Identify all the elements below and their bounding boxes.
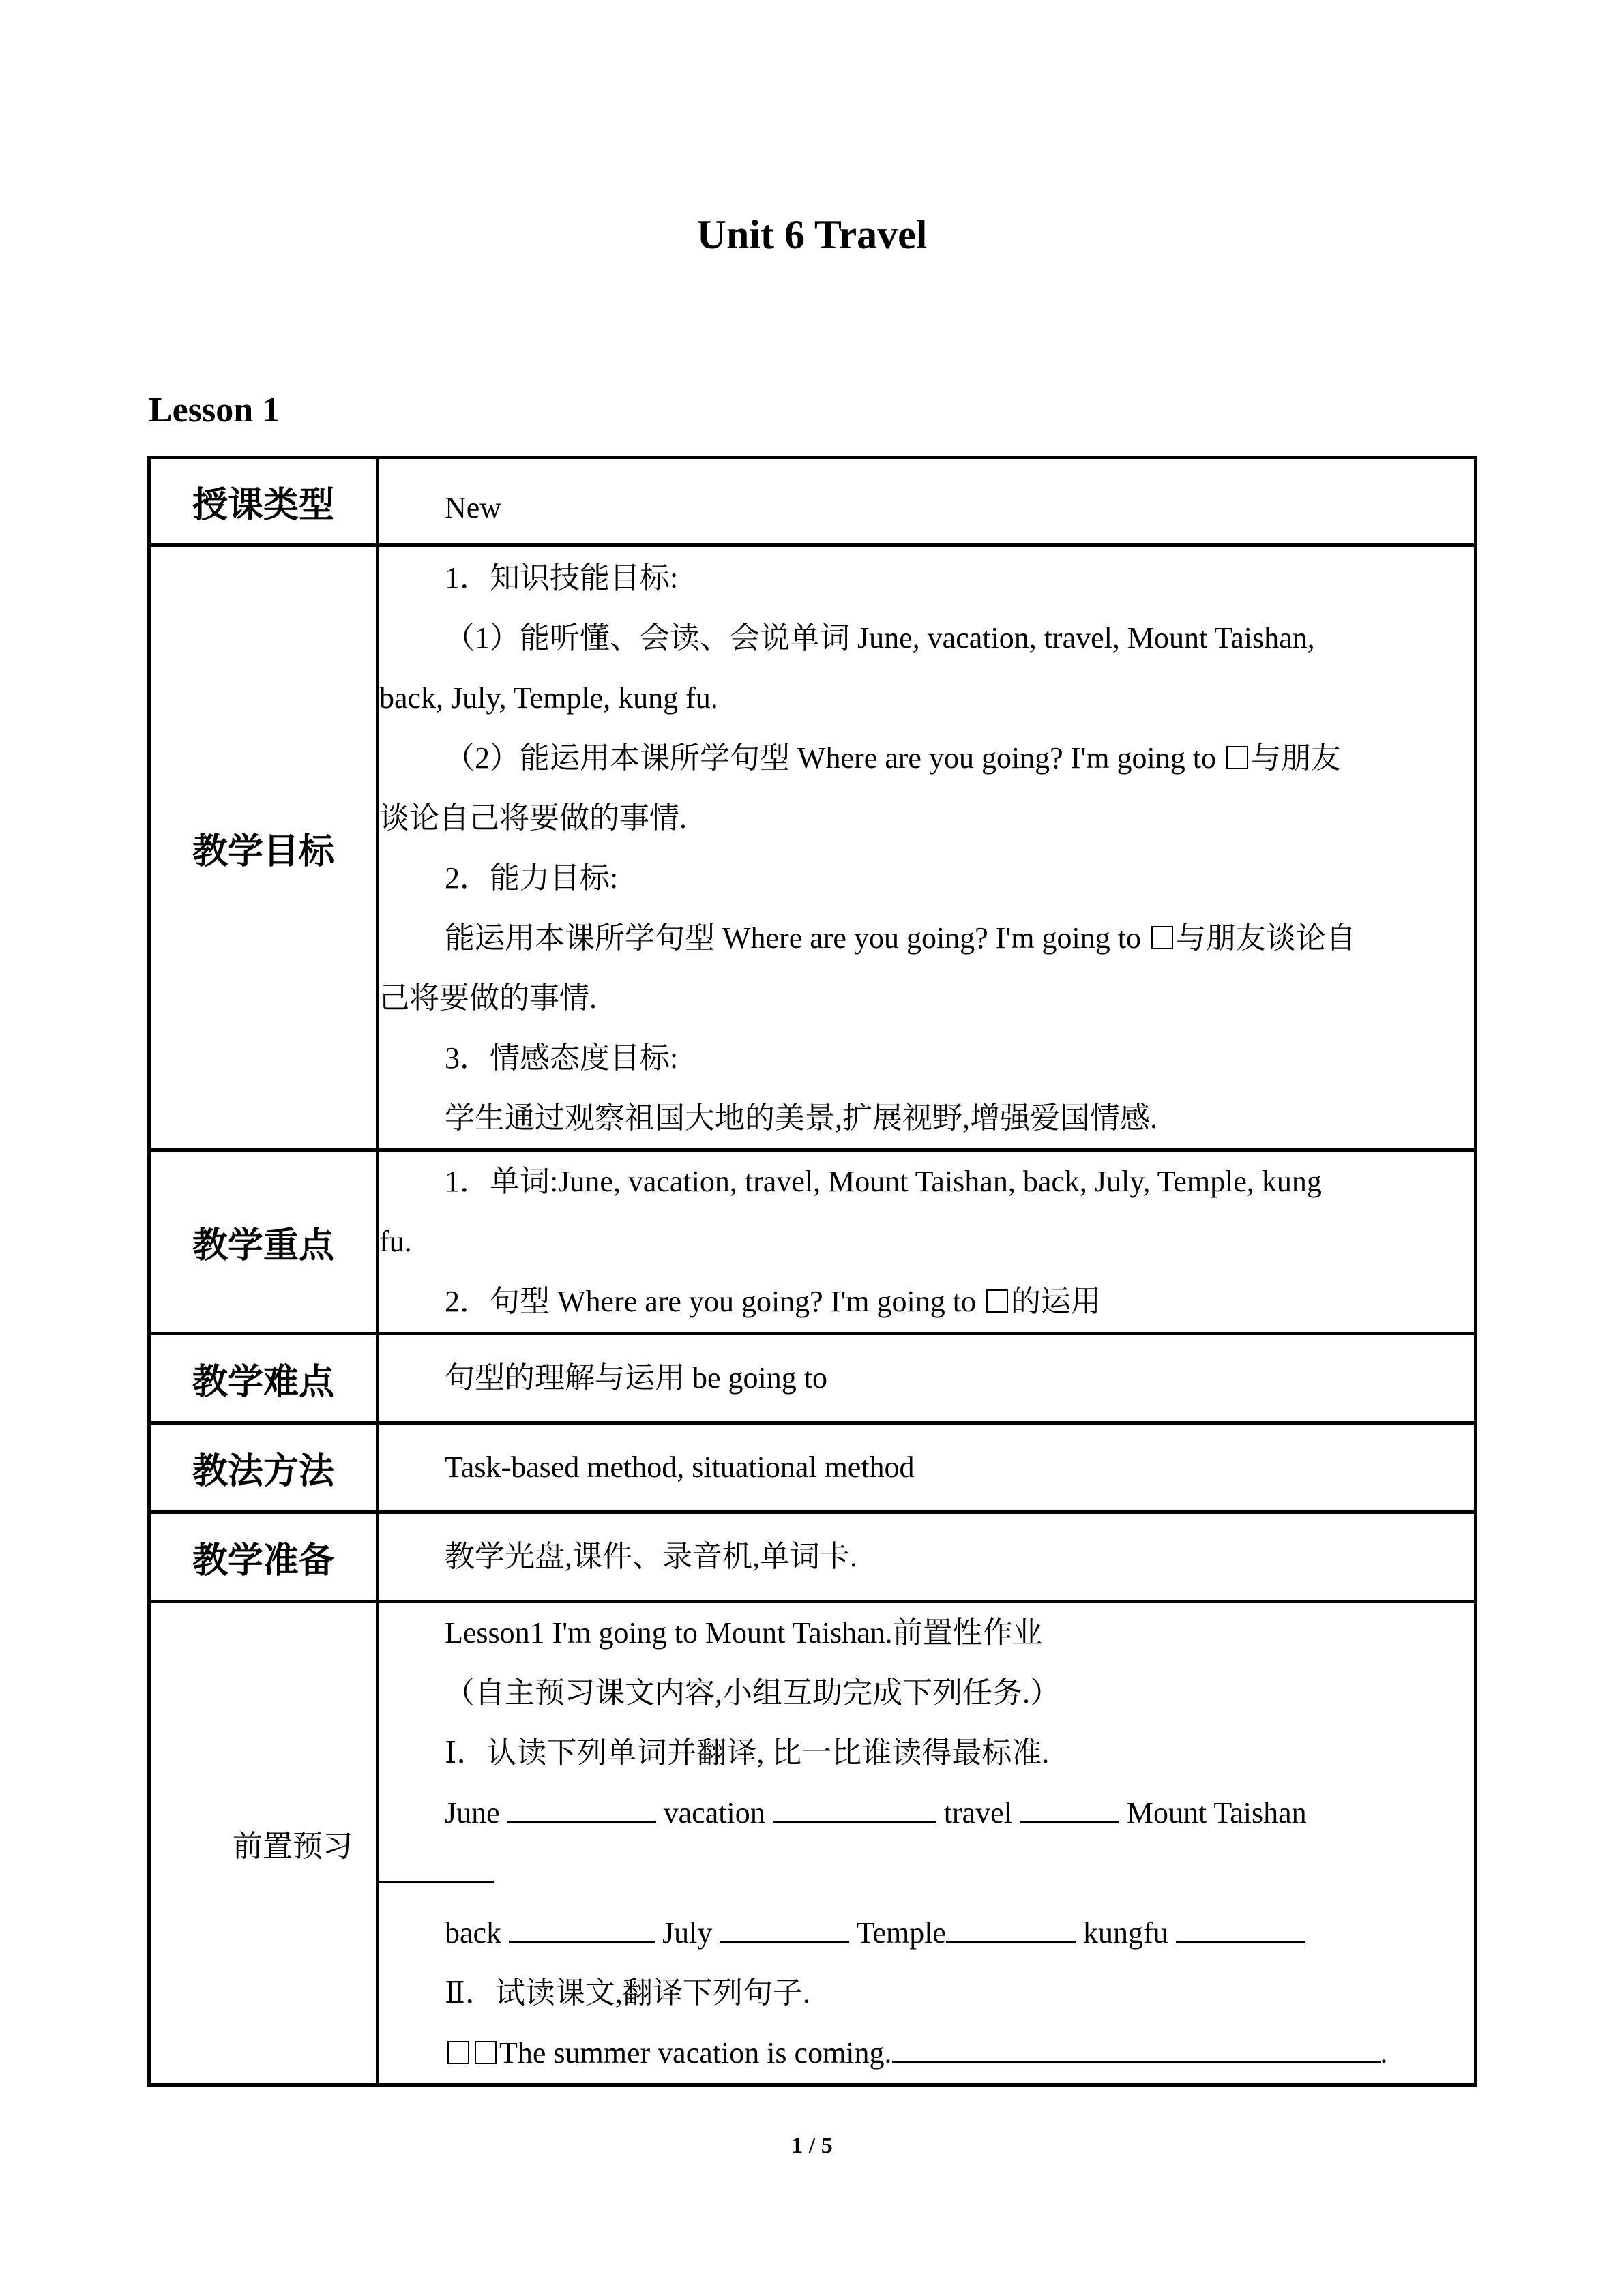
goal-1b-text-b: 与朋友 bbox=[1250, 741, 1341, 775]
answer-blank[interactable] bbox=[509, 1913, 655, 1943]
preview-vocab-line-1 bbox=[379, 1783, 1474, 1843]
row-label-method: 教法方法 bbox=[149, 1423, 378, 1512]
word-travel: travel bbox=[943, 1796, 1012, 1830]
goal-2a-line-2: 己将要做的事情. bbox=[379, 981, 597, 1015]
word-mount-taishan: Mount Taishan bbox=[1126, 1796, 1307, 1830]
preview-vocab-line-3 bbox=[379, 1903, 1474, 1963]
goal-1a-line-1: （1）能听懂、会读、会说单词 June, vacation, travel, Mount Taishan, bbox=[445, 621, 1315, 655]
goal-3-heading: 3．情感态度目标: bbox=[445, 1041, 679, 1075]
key-2-text-b: 的运用 bbox=[1010, 1285, 1101, 1318]
method-value: Task-based method, situational method bbox=[445, 1450, 915, 1484]
goal-3a-line: 学生通过观察祖国大地的美景,扩展视野,增强爱国情感. bbox=[445, 1101, 1157, 1135]
goal-1b-line-2: 谈论自己将要做的事情. bbox=[379, 801, 687, 835]
row-content-key bbox=[378, 1150, 1476, 1334]
goal-1-heading: 1．知识技能目标: bbox=[445, 561, 679, 595]
table-row-type bbox=[149, 458, 1476, 546]
difficulty-value: 句型的理解与运用 be going to bbox=[445, 1361, 827, 1395]
answer-blank[interactable] bbox=[1176, 1913, 1305, 1943]
word-vacation: vacation bbox=[663, 1796, 765, 1830]
lesson-plan-table bbox=[147, 456, 1477, 2087]
row-content-method bbox=[378, 1423, 1476, 1512]
preview-line-6 bbox=[379, 2023, 1474, 2083]
table-row-difficulty bbox=[149, 1334, 1476, 1423]
answer-blank[interactable] bbox=[507, 1793, 656, 1823]
document-title: Unit 6 Travel bbox=[696, 212, 928, 257]
row-label-key: 教学重点 bbox=[149, 1150, 378, 1334]
page-number: 1 / 5 bbox=[791, 2133, 833, 2158]
key-2-line bbox=[379, 1272, 1474, 1332]
table-row-goals bbox=[149, 546, 1476, 1150]
answer-blank[interactable] bbox=[1020, 1793, 1119, 1823]
preview-vocab-line-2 bbox=[379, 1843, 1474, 1903]
table-row-preview bbox=[149, 1602, 1476, 2085]
row-content-difficulty bbox=[378, 1334, 1476, 1423]
row-content-goals bbox=[378, 546, 1476, 1150]
row-content-prep bbox=[378, 1512, 1476, 1602]
answer-blank[interactable] bbox=[720, 1913, 849, 1943]
key-2-text-a: 2．句型 Where are you going? I'm going to bbox=[445, 1285, 976, 1318]
placeholder-box-icon bbox=[447, 2041, 469, 2064]
word-july: July bbox=[662, 1916, 713, 1950]
goal-1a-line-2: back, July, Temple, kung fu. bbox=[379, 681, 718, 715]
row-content-preview bbox=[378, 1602, 1476, 2085]
placeholder-box-icon bbox=[1226, 746, 1248, 769]
goal-2a-text-a: 能运用本课所学句型 Where are you going? I'm going to bbox=[445, 921, 1141, 955]
goal-2a-line-1 bbox=[379, 908, 1474, 968]
row-label-prep: 教学准备 bbox=[149, 1512, 378, 1602]
lesson-heading: Lesson 1 bbox=[149, 391, 280, 430]
placeholder-box-icon bbox=[475, 2041, 497, 2064]
row-label-preview: 前置预习 bbox=[149, 1602, 378, 2085]
goal-2a-text-b: 与朋友谈论自 bbox=[1175, 921, 1356, 955]
table-row-method bbox=[149, 1423, 1476, 1512]
word-back: back bbox=[445, 1916, 502, 1950]
row-label-type: 授课类型 bbox=[149, 458, 378, 546]
key-1-line-2: fu. bbox=[379, 1225, 412, 1258]
type-value: New bbox=[445, 491, 502, 524]
row-label-difficulty: 教学难点 bbox=[149, 1334, 378, 1423]
sentence-end: . bbox=[1380, 2036, 1388, 2070]
goal-2-heading: 2．能力目标: bbox=[445, 861, 619, 895]
table-row-key bbox=[149, 1150, 1476, 1334]
placeholder-box-icon bbox=[1151, 926, 1173, 949]
goal-1b-line-1 bbox=[379, 728, 1474, 788]
word-temple: Temple bbox=[856, 1916, 946, 1950]
preview-line-5: Ⅱ．试读课文,翻译下列句子. bbox=[445, 1976, 810, 2010]
word-june: June bbox=[445, 1796, 500, 1830]
goal-1b-text-a: （2）能运用本课所学句型 Where are you going? I'm going to bbox=[445, 741, 1216, 775]
preview-line-2: （自主预习课文内容,小组互助完成下列任务.） bbox=[445, 1676, 1060, 1710]
answer-blank[interactable] bbox=[892, 2033, 1381, 2063]
key-1-line-1: 1．单词:June, vacation, travel, Mount Taishan, back, July, Temple, kung bbox=[445, 1165, 1322, 1198]
preview-line-3: Ⅰ．认读下列单词并翻译, 比一比谁读得最标准. bbox=[445, 1736, 1050, 1770]
placeholder-box-icon bbox=[986, 1289, 1008, 1313]
word-kungfu: kungfu bbox=[1082, 1916, 1168, 1950]
prep-value: 教学光盘,课件、录音机,单词卡. bbox=[445, 1540, 857, 1573]
row-label-goals: 教学目标 bbox=[149, 546, 378, 1150]
table-row-prep bbox=[149, 1512, 1476, 1602]
preview-sentence: The summer vacation is coming. bbox=[499, 2036, 892, 2070]
answer-blank[interactable] bbox=[773, 1793, 936, 1823]
answer-blank[interactable] bbox=[379, 1853, 494, 1883]
answer-blank[interactable] bbox=[946, 1913, 1076, 1943]
preview-line-1: Lesson1 I'm going to Mount Taishan.前置性作业 bbox=[445, 1616, 1043, 1650]
row-content-type bbox=[378, 458, 1476, 546]
